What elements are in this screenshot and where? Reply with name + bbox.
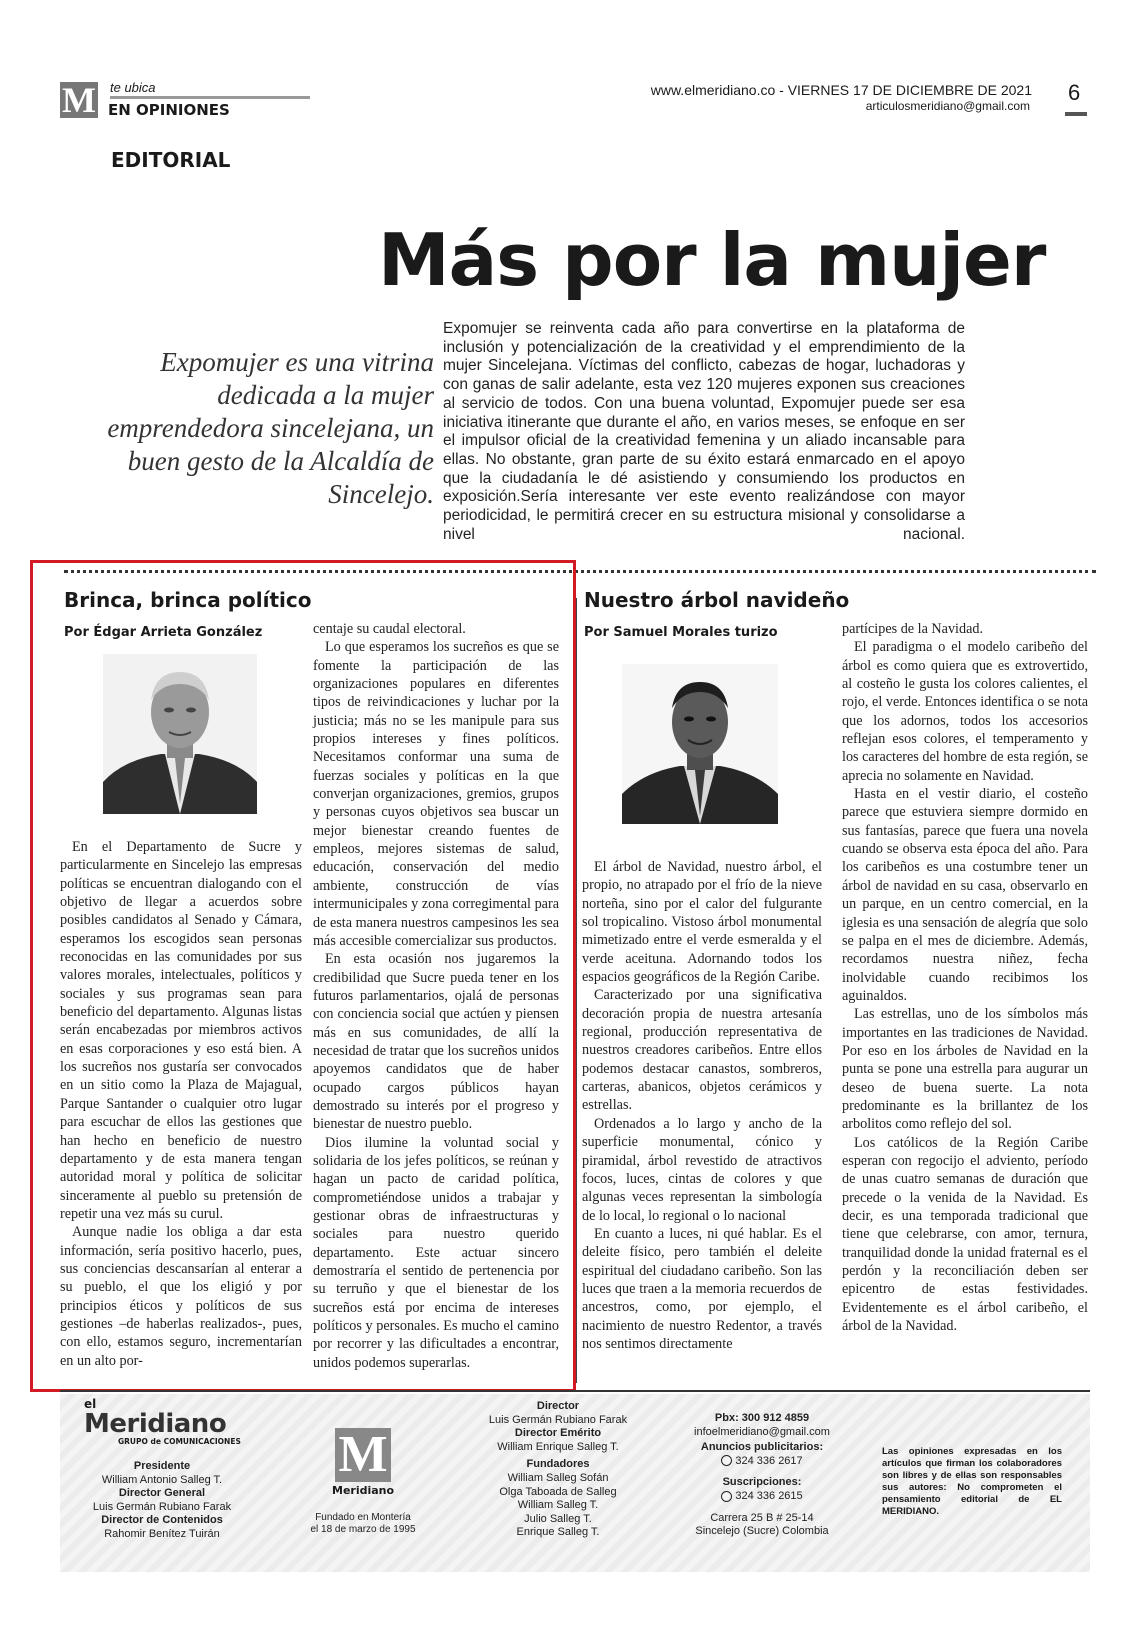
paragraph: centaje su caudal electoral. [313,621,466,637]
footer-contact [672,1412,852,1539]
headline: Más por la mujer [378,218,1046,302]
paragraph: En cuanto a luces, ni qué hablar. Es el deleite físico, pero también el deleite espiritual del ciudadano caribeño. Son las luces que traen a la memoria recuerdos de ancestros, como, por ejemplo, el nacimiento de nuestro Redentor, a través nos sentimos directamente [582,1225,822,1352]
pbx: Pbx: 300 912 4859 [714,1412,810,1424]
founded-line: el 18 de marzo de 1995 [310,1524,416,1535]
brand-block [84,1398,241,1446]
label: Director Emérito [514,1427,602,1440]
article2-title: Nuestro árbol navideño [584,588,850,612]
lede-line: Expomujer es una vitrina [160,347,434,377]
paragraph: En el Departamento de Sucre y particularmente en Sincelejo las empresas políticas se encuentran dialogando con el objetivo de llegar a acuerdos sobre posibles candidatos al Senado y Cámara, esperamos los escogidos sean personas reconocidas en las comunidades por sus valores morales, intelectuales, políticos y sociales y sus programas sean para beneficio del departamento. Algunas listas serán encabezadas por miembros activos en esas corporaciones y eso está bien. A los sucreños nos gustaría ser convocados en un sitio como la Plaza de Majagual, Parque Santander o cualquier otro lugar para escuchar de ellos las gestiones que han hecho en beneficio de nuestro departamento y de esta manera tengan autoridad moral y política de solicitar sinceramente al pueblo su pretensión de repetir una vez más su curul. [60,839,302,1222]
label: Director General [118,1487,206,1500]
article2-column2 [842,620,1088,1335]
lede-line: buen gesto de la Alcaldía de [127,446,434,476]
disclaimer: Las opiniones expresadas en los artículos que firman los colaboradores son libres y de ellas son responsables sus autores: No comprometen el pensamiento editorial de EL MERIDIANO. [882,1446,1062,1517]
address: Sincelejo (Sucre) Colombia [695,1525,829,1538]
label: Director [536,1400,580,1412]
author-photo-samuel [622,664,778,824]
paragraph: Ordenados a lo largo y ancho de la superficie monumental, cónico y piramidal, árbol revestido de atractivos focos, luces, cintas de colores y que algunas veces representan la simbología de lo local, lo regional o lo nacional [582,1115,822,1224]
name: Rahomir Benítez Tuirán [104,1527,220,1540]
editorial-kicker: EDITORIAL [111,148,231,172]
article2-column1 [582,858,822,1353]
founded-note [302,1512,424,1536]
label: Anuncios publicitarios: [700,1441,824,1454]
section-name: EN OPINIONES [108,101,230,119]
whatsapp-icon [721,1455,732,1466]
label: Director de Contenidos [101,1514,223,1527]
paragraph: El paradigma o el modelo caribeño del árbol es como quiera que es extrovertido, al costeño le gusta los colores calientes, el rojo, el verde. Entonces identifica o se nota que los adornos, todos los accesorios reflejan esos colores, el temperamento y los caracteres del hombre de esta región, se aprecia no solamente en Navidad. [842,639,1088,784]
tagline-rule [110,96,310,99]
article2-byline: Por Samuel Morales turizo [584,625,778,640]
name: Enrique Salleg T. [516,1526,600,1539]
paragraph: Caracterizado por una significativa decoración propia de nuestra artesanía regional, producción representativa de nuestros creadores caribeños. Entre ellos podemos destacar canastos, sombreros, carteras, abanicos, objetos cerámicos y estrellas. [582,987,822,1114]
paragraph: Aunque nadie los obliga a dar esta información, sería positivo hacerlo, pues, sus conciencias descansarían al enterar a su pueblo, el que los eligió y por principios éticos y políticos de sus gestiones –de haberlas realizados-, pues, con ello, estamos seguro, incrementarían en un alto por- [60,1224,302,1369]
name: Luis Germán Rubiano Farak [488,1413,628,1426]
lede-line: emprendedora sincelejana, un [107,413,434,443]
paragraph: Dios ilumine la voluntad social y solidaria de los jefes políticos, se reúnan y hagan un pacto de caridad política, comprometiéndose unidos a trabajar y gestionar obras de infraestructuras y sociales para nuestro querido departamento. Este actuar sincero demostraría el sentido de pertenencia por su terruño y que el bienestar de los sucreños está por encima de intereses políticos y personales. Es mucho el camino por recorrer y las dificultades a encontrar, unidos podemos superarlas. [313,1134,559,1371]
brand-subtitle: GRUPO de COMUNICACIONES [118,1437,241,1446]
whatsapp-icon [721,1491,732,1502]
logo-letter: M [335,1428,391,1482]
highlight-box [30,560,576,1392]
editorial-body: Expomujer se reinventa cada año para convertirse en la plataforma de inclusión y potencialización de la creatividad y el emprendimiento de la mujer Sincelejana. Víctimas del conflicto, cabezas de hogar, luchadoras y con ganas de salir adelante, esta vez 120 mujeres exponen sus creaciones al servicio de todos. Con una buena voluntad, Expomujer puede ser esa iniciativa itinerante que durante el año, en varios meses, se enfoque en ser el impulsor oficial de la creatividad femenina y un aliado incansable para ellas. No obstante, gran parte de su éxito estará enmarcado en el apoyo que la ciudadanía le dé asistiendo y consumiendo los productos en exposición.Sería interesante ver este evento realizándose con mayor periodicidad, le permitirá crecer en su estructura misional y consolidarse a nivel nacional. [443,320,965,543]
footer-staff-center [478,1400,638,1540]
paragraph: Las estrellas, uno de los símbolos más importantes en las tradiciones de Navidad. Por eso en los árboles de Navidad en la punta se pone una estrella para augurar un deseo de buena suerte. La nota predominante es la brillantez de los arbolitos como reflejo del sol. [842,1006,1088,1133]
page-number-rule [1065,112,1087,116]
label: Suscripciones: [722,1476,802,1489]
name: William Salleg Sofán [507,1471,609,1484]
lede-line: Sincelejo. [328,479,434,509]
phone: 324 336 2615 [735,1489,803,1502]
label: Fundadores [526,1458,590,1471]
page-number: 6 [1068,80,1081,105]
info-email[interactable]: infoelmeridiano@gmail.com [694,1425,830,1438]
paragraph: El árbol de Navidad, nuestro árbol, el propio, no atrapado por el frío de la nieve norteña, sino por el calor del fulgurante sol tropicalino. Vistoso árbol monumental mimetizado entre el verde esmeralda y el verde aceituna. Adornando todos los espacios geográficos de la Región Caribe. [582,859,822,986]
header-email[interactable]: articulosmeridiano@gmail.com [865,99,1030,113]
paragraph: Lo que esperamos los sucreños es que se fomente la participación de las organizaciones populares en diferentes tipos de reivindicaciones y luchar por la justicia; más no se les manipule para sus propios intereses y fines políticos. Necesitamos conformar una suma de fuerzas sociales y políticas en la que converjan organizaciones, gremios, grupos y personas cuyos objetivos sea buscar un mejor bienestar creando fuentes de empleos, mejores sistemas de salud, educación, conservación del medio ambiente, construcción de vías intermunicipales y zona corregimental para de esta manera nuestros campesinos les sea más accesible comercializar sus productos. [313,639,559,949]
name: Julio Salleg T. [524,1512,592,1525]
paragraph: Los católicos de la Región Caribe esperan con regocijo el adviento, período de unas cuatro semanas de duración que precede o la venida de la Navidad. Es decir, es una temporada tradicional que tiene que celebrarse, con amor, ternura, tranquilidad donde la unidad fraternal es el perdón y la reconciliación deben ser epicentro de estas festividades. Evidentemente es el árbol caribeño, el árbol de la Navidad. [842,1134,1088,1335]
lede-pullquote [100,346,434,511]
paragraph: En esta ocasión nos jugaremos la credibilidad que Sucre pueda tener en los futuros parlamentarios, ojalá de personas con conciencia social que actúen y piensen más en sus comunidades, de allí la necesidad de tratar que los sucreños unidos apoyemos candidatos que de haber ocupado cargos públicos hayan demostrado su interés por el progreso y bienestar de nuestro pueblo. [313,951,559,1133]
footer-rule [60,1390,1090,1392]
name: William Salleg T. [517,1499,599,1512]
address: Carrera 25 B # 25-14 [710,1511,814,1524]
brand-el: el [84,1397,97,1411]
tagline: te ubica [110,80,156,95]
name: Olga Taboada de Salleg [499,1485,617,1498]
label: Presidente [133,1460,191,1472]
paragraph: partícipes de la Navidad. [842,621,984,637]
center-logo [332,1428,394,1497]
lede-line: dedicada a la mujer [217,380,434,410]
founded-line: Fundado en Montería [315,1512,411,1523]
article1-title: Brinca, brinca político [64,588,312,612]
phone: 324 336 2617 [735,1454,803,1467]
name: Luis Germán Rubiano Farak [92,1500,232,1513]
name: William Antonio Salleg T. [101,1473,223,1486]
paragraph: Hasta en el vestir diario, el costeño parece que estuviera siempre dormido en sus fantasías, parece que fuera una novela cuando se observa esta época del año. Para los caribeños es una costumbre tener un árbol de navidad en su casa, observarlo en un parque, en un centro comercial, en la iglesia es una sensación de alegría que solo se palpa en el mes de diciembre. Además, recordamos nuestra niñez, fecha inolvidable cuando recibimos los aguinaldos. [842,786,1088,1004]
name: William Enrique Salleg T. [497,1440,619,1453]
column-rule [576,598,577,1383]
meridiano-logo-mark: M [60,82,98,118]
footer-staff-left [72,1460,252,1542]
logo-name: Meridiano [332,1484,395,1497]
brand-name: Meridiano [84,1409,227,1439]
header-date: www.elmeridiano.co - VIERNES 17 DE DICIEMBRE DE 2021 [650,82,1032,98]
article1-byline: Por Édgar Arrieta González [64,625,263,640]
